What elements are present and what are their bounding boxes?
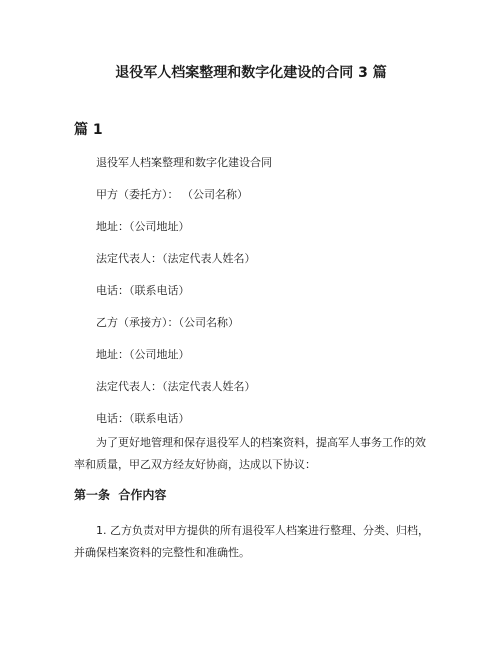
party-a-address-line: 地址：（公司地址） — [96, 220, 190, 233]
party-b-phone-line: 电话：（联系电话） — [96, 412, 190, 425]
document-title: 退役军人档案整理和数字化建设的合同 3 篇 — [115, 65, 387, 81]
party-a-phone-line: 电话：（联系电话） — [96, 284, 190, 297]
article-heading: 第一条 合作内容 — [74, 488, 167, 502]
section-heading: 篇 1 — [74, 122, 103, 138]
party-b-address-line: 地址：（公司地址） — [96, 348, 190, 361]
party-b-line: 乙方（承接方）：（公司名称） — [96, 316, 239, 329]
party-b-representative-line: 法定代表人：（法定代表人姓名） — [96, 380, 256, 393]
party-a-line: 甲方（委托方）： （公司名称） — [96, 188, 248, 201]
clause-1-paragraph: 1. 乙方负责对甲方提供的所有退役军人档案进行整理、分类、归档，并确保档案资料的完整性和准确性。 — [74, 524, 429, 559]
party-a-representative-line: 法定代表人：（法定代表人姓名） — [96, 252, 256, 265]
contract-name-line: 退役军人档案整理和数字化建设合同 — [96, 156, 272, 169]
intro-paragraph: 为了更好地管理和保存退役军人的档案资料，提高军人事务工作的效率和质量，甲乙双方经友好协商，达成以下协议： — [74, 436, 426, 471]
